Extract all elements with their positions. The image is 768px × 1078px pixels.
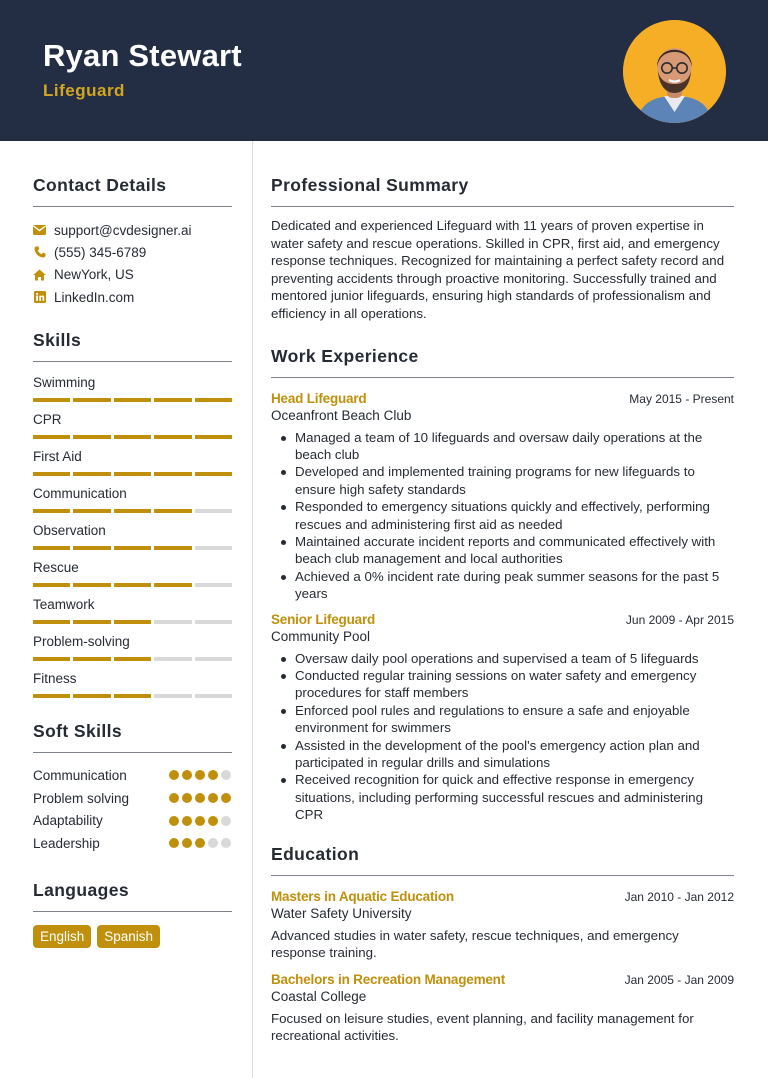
skill-name: Teamwork [33, 597, 95, 613]
school-name: Water Safety University [271, 905, 412, 921]
list-item: Received recognition for quick and effective response in emergency situations, including performing successful rescues and administering CPR [280, 771, 734, 823]
soft-skill-row [33, 787, 232, 810]
skill-bar-segment [154, 620, 191, 624]
education-header [271, 887, 734, 904]
skill-level-bar [33, 583, 232, 588]
skill-bar-segment [114, 657, 151, 661]
skill-name: Rescue [33, 560, 79, 576]
education-entry [271, 970, 734, 1045]
list-item: Managed a team of 10 lifeguards and oversaw daily operations at the beach club [280, 429, 734, 464]
skill-bar-segment [73, 472, 110, 476]
job-date: Jun 2009 - Apr 2015 [625, 612, 734, 627]
skill-bar-segment [154, 694, 191, 698]
section-rule [33, 361, 232, 362]
contact-text: (555) 345-6789 [54, 244, 147, 260]
section-rule [271, 206, 734, 207]
skill-bar-segment [73, 398, 110, 402]
soft-skill-name: Leadership [33, 835, 100, 851]
job-company: Community Pool [271, 628, 371, 644]
rating-dot [182, 838, 192, 848]
skill-bar-segment [33, 694, 70, 698]
skill-bar-segment [33, 546, 70, 550]
contact-text: NewYork, US [54, 267, 134, 283]
job-company: Oceanfront Beach Club [271, 407, 412, 423]
contact-email[interactable] [33, 219, 232, 241]
header-banner [0, 0, 768, 141]
soft-skill-rating [169, 770, 231, 780]
contact-phone[interactable] [33, 241, 232, 263]
skill-bar-segment [73, 546, 110, 550]
skill-bar-segment [114, 472, 151, 476]
education-description: Focused on leisure studies, event planning, and facility management for recreational activities. [271, 1010, 694, 1044]
degree-title: Bachelors in Recreation Management [271, 971, 506, 987]
skill-bar-segment [195, 472, 232, 476]
education-entry [271, 887, 734, 962]
list-item: Oversaw daily pool operations and supervised a team of 5 lifeguards [280, 650, 734, 667]
soft-skill-name: Communication [33, 767, 127, 783]
skill-bar-segment [73, 583, 110, 587]
summary-section [271, 175, 734, 323]
rating-dot [169, 770, 179, 780]
rating-dot [195, 816, 205, 826]
job-bullets [280, 429, 734, 603]
candidate-role: Lifeguard [43, 81, 125, 100]
soft-skill-row [33, 764, 232, 787]
skill-bar-segment [114, 694, 151, 698]
skill-bar-segment [195, 435, 232, 439]
soft-skill-row [33, 809, 232, 832]
job-title: Senior Lifeguard [271, 611, 376, 627]
soft-skill-row [33, 832, 232, 855]
list-item: Conducted regular training sessions on water safety and emergency procedures for staff members [280, 667, 734, 702]
skill-bar-segment [114, 583, 151, 587]
rating-dot [208, 793, 218, 803]
skill-bar-segment [195, 509, 232, 513]
section-rule [33, 911, 232, 912]
soft-skill-rating [169, 838, 231, 848]
skill-bar-segment [195, 657, 232, 661]
job-entry [271, 610, 734, 824]
languages-section [33, 880, 232, 948]
skill-bar-segment [33, 435, 70, 439]
rating-dot [195, 793, 205, 803]
skill-bar-segment [195, 620, 232, 624]
section-rule [271, 875, 734, 876]
skills-title: Skills [33, 330, 82, 351]
contact-text: support@cvdesigner.ai [54, 222, 192, 238]
skill-bar-segment [154, 657, 191, 661]
skill-name: Observation [33, 523, 106, 539]
school-name: Coastal College [271, 988, 367, 1004]
list-item: Assisted in the development of the pool's emergency action plan and participated in regular drills and simulations [280, 737, 734, 772]
envelope-icon [33, 224, 46, 237]
education-section [271, 844, 734, 1045]
skill-level-bar [33, 509, 232, 514]
skill-bar-segment [195, 398, 232, 402]
list-item: Responded to emergency situations quickly and effectively, performing rescues and administering first aid as needed [280, 498, 734, 533]
linkedin-icon [33, 291, 46, 304]
degree-title: Masters in Aquatic Education [271, 888, 454, 904]
skill-level-bar [33, 657, 232, 662]
list-item: Maintained accurate incident reports and communicated effectively with beach club management and local authorities [280, 533, 734, 568]
contact-location [33, 264, 232, 286]
soft-skill-name: Adaptability [33, 813, 103, 829]
soft-skill-rating [169, 793, 231, 803]
profile-photo [623, 20, 726, 123]
skill-name: First Aid [33, 449, 82, 465]
skill-bar-segment [154, 472, 191, 476]
job-header [271, 610, 734, 627]
skill-bar-segment [33, 509, 70, 513]
rating-dot [221, 793, 231, 803]
soft-skills-title: Soft Skills [33, 721, 123, 742]
contact-linkedin[interactable] [33, 286, 232, 308]
rating-dot [195, 770, 205, 780]
skill-bar-segment [33, 398, 70, 402]
candidate-name: Ryan Stewart [43, 38, 242, 73]
summary-text: Dedicated and experienced Lifeguard with 11 years of proven expertise in water safety and rescue operations. Skilled in CPR, first aid, and emergency response techniques. Recognized for maintaining a perfect safety record and preventing accidents through proactive monitoring. Successfully trained and mentored junior lifeguards, ensuring high standards of professionalism and efficiency in all operations. [271, 218, 725, 321]
left-column [33, 141, 232, 948]
skill-level-bar [33, 472, 232, 477]
skill-bar-segment [114, 435, 151, 439]
rating-dot [169, 838, 179, 848]
contact-list [33, 219, 232, 308]
contact-section [33, 175, 232, 308]
job-header [271, 389, 734, 406]
skill-bar-segment [195, 546, 232, 550]
skill-level-bar [33, 398, 232, 403]
skill-name: Communication [33, 486, 127, 502]
home-icon [33, 268, 46, 281]
experience-title: Work Experience [271, 345, 419, 366]
column-divider [252, 141, 253, 1078]
list-item: Enforced pool rules and regulations to ensure a safe and enjoyable environment for swimmers [280, 702, 734, 737]
summary-title: Professional Summary [271, 175, 469, 195]
rating-dot [182, 793, 192, 803]
person-portrait-icon [623, 20, 726, 123]
rating-dot [182, 816, 192, 826]
skill-bar-segment [114, 546, 151, 550]
list-item: Developed and implemented training programs for new lifeguards to ensure high safety standards [280, 463, 734, 498]
rating-dot [208, 838, 218, 848]
skill-bar-segment [114, 620, 151, 624]
languages-title: Languages [33, 879, 129, 900]
languages-list [33, 925, 232, 948]
education-date: Jan 2005 - Jan 2009 [624, 972, 734, 987]
language-badge: English [33, 925, 91, 948]
rating-dot [195, 838, 205, 848]
skill-name: Problem-solving [33, 634, 130, 650]
rating-dot [169, 793, 179, 803]
rating-dot [221, 770, 231, 780]
skill-bar-segment [33, 657, 70, 661]
education-header [271, 970, 734, 987]
skill-level-bar [33, 546, 232, 551]
job-entry [271, 389, 734, 603]
section-rule [33, 206, 232, 207]
job-bullets [280, 650, 734, 824]
education-description: Advanced studies in water safety, rescue techniques, and emergency response training. [271, 927, 679, 961]
skill-bar-segment [154, 509, 191, 513]
skill-bar-segment [33, 620, 70, 624]
right-column [271, 141, 734, 1045]
soft-skills-section [33, 721, 232, 854]
skill-bar-segment [73, 620, 110, 624]
skill-name: Swimming [33, 375, 96, 391]
skill-bar-segment [33, 583, 70, 587]
skill-bar-segment [154, 546, 191, 550]
contact-title: Contact Details [33, 175, 167, 195]
rating-dot [208, 770, 218, 780]
skill-bar-segment [114, 398, 151, 402]
education-title: Education [271, 843, 360, 864]
skill-bar-segment [154, 583, 191, 587]
skill-level-bar [33, 620, 232, 625]
skill-bar-segment [73, 435, 110, 439]
skills-list [33, 373, 232, 699]
rating-dot [208, 816, 218, 826]
experience-section [271, 346, 734, 824]
language-badge: Spanish [97, 925, 160, 948]
rating-dot [182, 770, 192, 780]
skill-level-bar [33, 435, 232, 440]
skill-bar-segment [73, 509, 110, 513]
section-rule [271, 377, 734, 378]
rating-dot [221, 816, 231, 826]
soft-skills-list [33, 764, 232, 854]
skill-bar-segment [33, 472, 70, 476]
skill-bar-segment [114, 509, 151, 513]
job-title: Head Lifeguard [271, 390, 367, 406]
skill-bar-segment [195, 583, 232, 587]
skill-bar-segment [73, 657, 110, 661]
skill-bar-segment [154, 398, 191, 402]
education-date: Jan 2010 - Jan 2012 [624, 889, 734, 904]
job-date: May 2015 - Present [629, 391, 734, 406]
rating-dot [221, 838, 231, 848]
contact-text: LinkedIn.com [54, 289, 135, 305]
phone-icon [33, 246, 46, 259]
skill-name: CPR [33, 412, 62, 428]
skill-bar-segment [195, 694, 232, 698]
list-item: Achieved a 0% incident rate during peak summer seasons for the past 5 years [280, 568, 734, 603]
soft-skill-rating [169, 816, 231, 826]
soft-skill-name: Problem solving [33, 790, 130, 806]
skill-name: Fitness [33, 671, 77, 687]
skills-section [33, 330, 232, 699]
rating-dot [169, 816, 179, 826]
skill-level-bar [33, 694, 232, 699]
skill-bar-segment [154, 435, 191, 439]
section-rule [33, 752, 232, 753]
skill-bar-segment [73, 694, 110, 698]
